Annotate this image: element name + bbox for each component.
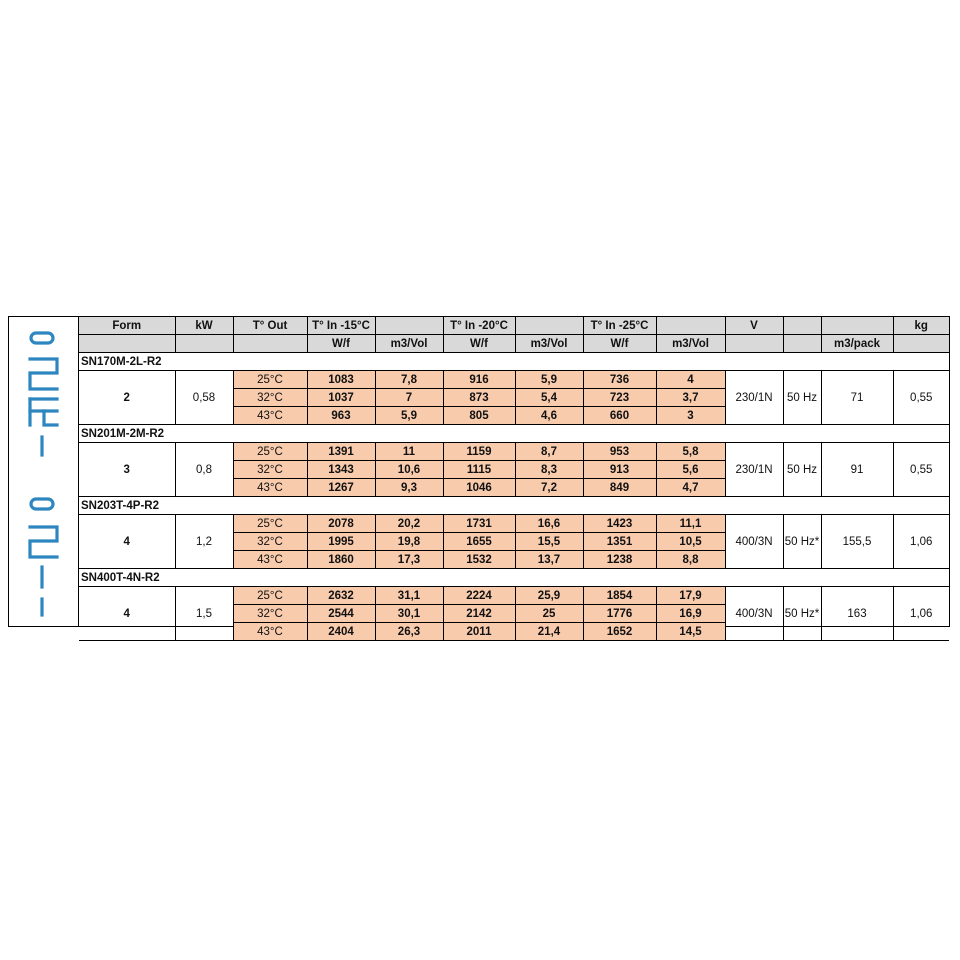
- header-cell: [175, 335, 233, 353]
- capacity-value: 5,9: [515, 371, 583, 389]
- header-cell: [783, 317, 821, 335]
- header-cell: [656, 317, 725, 335]
- model-name-row: [79, 353, 949, 371]
- pack-volume-value: 71: [821, 371, 893, 425]
- header-cell: W/f: [443, 335, 515, 353]
- capacity-value: 8,8: [656, 551, 725, 569]
- header-cell: m3/Vol: [515, 335, 583, 353]
- weight-value: 1,06: [893, 587, 949, 641]
- model-name: SN201M-2M-R2: [79, 425, 949, 443]
- capacity-value: 736: [583, 371, 656, 389]
- header-cell: m3/pack: [821, 335, 893, 353]
- frequency-value: 50 Hz: [783, 443, 821, 497]
- tout-value: 25°C: [233, 587, 307, 605]
- header-cell: Form: [79, 317, 175, 335]
- capacity-value: 963: [307, 407, 375, 425]
- top-range-digits: [30, 333, 57, 455]
- capacity-value: 1351: [583, 533, 656, 551]
- capacity-value: 8,3: [515, 461, 583, 479]
- capacity-value: 14,5: [656, 623, 725, 641]
- model-name-row: [79, 425, 949, 443]
- capacity-value: 11,1: [656, 515, 725, 533]
- weight-value: 0,55: [893, 371, 949, 425]
- kw-value: 1,2: [175, 515, 233, 569]
- capacity-value: 873: [443, 389, 515, 407]
- header-cell: [375, 317, 443, 335]
- spec-table-frame: [8, 316, 950, 638]
- capacity-value: 2544: [307, 605, 375, 623]
- capacity-value: 1343: [307, 461, 375, 479]
- frequency-value: 50 Hz*: [783, 515, 821, 569]
- capacity-value: 30,1: [375, 605, 443, 623]
- capacity-value: 11: [375, 443, 443, 461]
- header-cell: [79, 335, 175, 353]
- tout-value: 43°C: [233, 479, 307, 497]
- capacity-value: 31,1: [375, 587, 443, 605]
- capacity-value: 2011: [443, 623, 515, 641]
- capacity-value: 9,3: [375, 479, 443, 497]
- tout-value: 32°C: [233, 533, 307, 551]
- bottom-range-digits: [30, 499, 57, 615]
- capacity-value: 1655: [443, 533, 515, 551]
- header-cell: kW: [175, 317, 233, 335]
- capacity-value: 1652: [583, 623, 656, 641]
- header-cell: [783, 335, 821, 353]
- table-row: [79, 515, 949, 533]
- capacity-value: 7: [375, 389, 443, 407]
- capacity-value: 1115: [443, 461, 515, 479]
- voltage-value: 400/3N: [725, 587, 783, 641]
- form-value: 4: [79, 515, 175, 569]
- capacity-value: 1995: [307, 533, 375, 551]
- header-cell: T° Out: [233, 317, 307, 335]
- capacity-value: 849: [583, 479, 656, 497]
- model-name-row: [79, 569, 949, 587]
- kw-value: 1,5: [175, 587, 233, 641]
- form-value: 2: [79, 371, 175, 425]
- header-cell: [515, 317, 583, 335]
- capacity-value: 3,7: [656, 389, 725, 407]
- compressor-spec-table: [79, 317, 949, 641]
- header-cell: W/f: [307, 335, 375, 353]
- header-cell: m3/Vol: [656, 335, 725, 353]
- capacity-value: 16,9: [656, 605, 725, 623]
- capacity-value: 3: [656, 407, 725, 425]
- capacity-value: 15,5: [515, 533, 583, 551]
- capacity-value: 7,8: [375, 371, 443, 389]
- voltage-value: 230/1N: [725, 371, 783, 425]
- capacity-value: 916: [443, 371, 515, 389]
- capacity-value: 1159: [443, 443, 515, 461]
- header-cell: V: [725, 317, 783, 335]
- capacity-value: 4,7: [656, 479, 725, 497]
- tout-value: 32°C: [233, 461, 307, 479]
- pack-volume-value: 163: [821, 587, 893, 641]
- header-cell: [821, 317, 893, 335]
- capacity-value: 1046: [443, 479, 515, 497]
- model-name: SN203T-4P-R2: [79, 497, 949, 515]
- capacity-value: 1238: [583, 551, 656, 569]
- frequency-value: 50 Hz: [783, 371, 821, 425]
- capacity-value: 17,9: [656, 587, 725, 605]
- header-cell: [233, 335, 307, 353]
- capacity-value: 4: [656, 371, 725, 389]
- header-row: [79, 335, 949, 353]
- model-name-row: [79, 497, 949, 515]
- capacity-value: 7,2: [515, 479, 583, 497]
- tout-value: 25°C: [233, 371, 307, 389]
- segment-digits-graphic: [9, 317, 79, 626]
- capacity-value: 20,2: [375, 515, 443, 533]
- capacity-value: 25,9: [515, 587, 583, 605]
- capacity-value: 953: [583, 443, 656, 461]
- capacity-value: 723: [583, 389, 656, 407]
- capacity-value: 8,7: [515, 443, 583, 461]
- weight-value: 1,06: [893, 515, 949, 569]
- capacity-value: 16,6: [515, 515, 583, 533]
- capacity-value: 5,6: [656, 461, 725, 479]
- model-name: SN170M-2L-R2: [79, 353, 949, 371]
- capacity-value: 2078: [307, 515, 375, 533]
- capacity-value: 1037: [307, 389, 375, 407]
- capacity-value: 5,8: [656, 443, 725, 461]
- tout-value: 25°C: [233, 443, 307, 461]
- capacity-value: 19,8: [375, 533, 443, 551]
- form-value: 4: [79, 587, 175, 641]
- weight-value: 0,55: [893, 443, 949, 497]
- capacity-value: 1267: [307, 479, 375, 497]
- capacity-value: 2404: [307, 623, 375, 641]
- header-cell: m3/Vol: [375, 335, 443, 353]
- capacity-value: 1854: [583, 587, 656, 605]
- tout-value: 43°C: [233, 407, 307, 425]
- capacity-value: 1391: [307, 443, 375, 461]
- capacity-value: 10,5: [656, 533, 725, 551]
- capacity-value: 26,3: [375, 623, 443, 641]
- header-cell: W/f: [583, 335, 656, 353]
- capacity-value: 1731: [443, 515, 515, 533]
- header-cell: [893, 335, 949, 353]
- capacity-value: 2224: [443, 587, 515, 605]
- tout-value: 43°C: [233, 623, 307, 641]
- table-row: [79, 443, 949, 461]
- capacity-value: 2632: [307, 587, 375, 605]
- pack-volume-value: 91: [821, 443, 893, 497]
- capacity-value: 4,6: [515, 407, 583, 425]
- capacity-value: 13,7: [515, 551, 583, 569]
- capacity-value: 805: [443, 407, 515, 425]
- capacity-value: 5,9: [375, 407, 443, 425]
- table-row: [79, 371, 949, 389]
- capacity-value: 2142: [443, 605, 515, 623]
- header-cell: [725, 335, 783, 353]
- tout-value: 32°C: [233, 605, 307, 623]
- voltage-value: 230/1N: [725, 443, 783, 497]
- tout-value: 25°C: [233, 515, 307, 533]
- kw-value: 0,58: [175, 371, 233, 425]
- header-cell: kg: [893, 317, 949, 335]
- pack-volume-value: 155,5: [821, 515, 893, 569]
- capacity-value: 10,6: [375, 461, 443, 479]
- tout-value: 43°C: [233, 551, 307, 569]
- kw-value: 0,8: [175, 443, 233, 497]
- header-row: [79, 317, 949, 335]
- capacity-value: 5,4: [515, 389, 583, 407]
- voltage-value: 400/3N: [725, 515, 783, 569]
- capacity-value: 1860: [307, 551, 375, 569]
- capacity-value: 913: [583, 461, 656, 479]
- tout-value: 32°C: [233, 389, 307, 407]
- header-cell: T° In -25°C: [583, 317, 656, 335]
- temperature-range-label: [9, 317, 79, 626]
- frequency-value: 50 Hz*: [783, 587, 821, 641]
- table-row: [79, 587, 949, 605]
- capacity-value: 1083: [307, 371, 375, 389]
- capacity-value: 1423: [583, 515, 656, 533]
- header-cell: T° In -20°C: [443, 317, 515, 335]
- capacity-value: 1776: [583, 605, 656, 623]
- model-name: SN400T-4N-R2: [79, 569, 949, 587]
- header-cell: T° In -15°C: [307, 317, 375, 335]
- capacity-value: 25: [515, 605, 583, 623]
- capacity-value: 21,4: [515, 623, 583, 641]
- capacity-value: 660: [583, 407, 656, 425]
- form-value: 3: [79, 443, 175, 497]
- capacity-value: 17,3: [375, 551, 443, 569]
- capacity-value: 1532: [443, 551, 515, 569]
